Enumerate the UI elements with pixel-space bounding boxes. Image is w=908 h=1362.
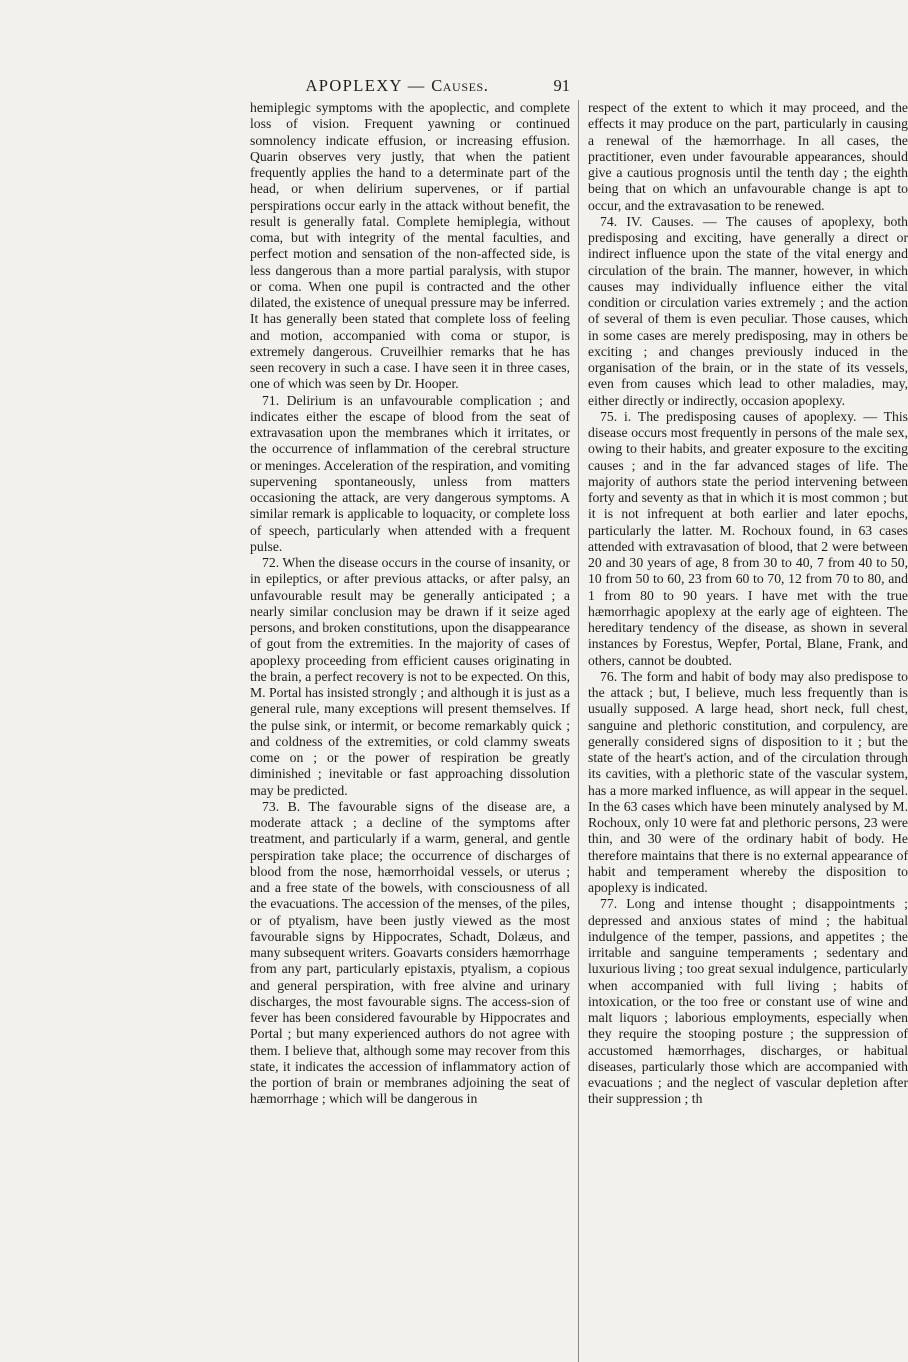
header-separator: —	[402, 76, 432, 95]
left-column	[250, 100, 570, 1108]
running-header	[250, 76, 544, 96]
paragraph: 77. Long and intense thought ; disappointments ; depressed and anxious states of mind ; the habitual indulgence of the temper, passions, and appetites ; the irritable and sanguine temperaments ; sedentary and luxurious living ; too great sexual indulgence, particularly when accompanied with full living ; habits of intoxication, or the too free or constant use of wine and malt liquors ; laborious employments, especially when they require the stooping posture ; the suppression of accustomed hæmorrhages, discharges, or habitual diseases, particularly those which are accompanied with evacuations ; and the neglect of vascular depletion after their suppression ; th	[588, 896, 908, 1107]
page-number: 91	[553, 76, 570, 95]
header-title: APOPLEXY	[305, 76, 403, 95]
header-section: Causes.	[431, 76, 489, 95]
paragraph: 71. Delirium is an unfavourable complication ; and indicates either the escape of blood from the seat of extravasation upon the membranes which it irritates, or the occurrence of inflammation of the cerebral structure or meninges. Acceleration of the respiration, and vomiting supervening spontaneously, unless from matters occasioning the attack, are very dangerous symptoms. A similar remark is applicable to loquacity, or complete loss of speech, particularly when attended with a frequent pulse.	[250, 392, 570, 554]
column-divider	[578, 100, 579, 1362]
paragraph: 74. IV. Causes. — The causes of apoplexy, both predisposing and exciting, have generally a direct or indirect influence upon the state of the vital energy and circulation of the brain. The manner, however, in which causes may individually influence either the vital condition or circulation varies extremely ; and the action of several of them is even peculiar. Those causes, which in some cases are merely predisposing, may in others be exciting ; and changes previously induced in the organisation of the brain, or in the state of its vessels, even from causes which lead to other maladies, may, either directly or indirectly, occasion apoplexy.	[588, 213, 908, 408]
right-column	[588, 100, 908, 1108]
paragraph: hemiplegic symptoms with the apoplectic, and complete loss of vision. Frequent yawning or continued somnolency indicate effusion, or increasing effusion. Quarin observes very justly, that when the patient frequently applies the hand to a determinate part of the head, or when delirium supervenes, or if partial perspirations occur early in the attack without benefit, the result is generally fatal. Complete hemiplegia, without coma, but with integrity of the mental faculties, and perfect motion and sensation of the non-affected side, is less dangerous than a more partial paralysis, with stupor or coma. When one pupil is contracted and the other dilated, the existence of unequal pressure may be inferred. It has generally been stated that complete loss of feeling and motion, accompanied with coma or stupor, is extremely dangerous. Cruveilhier remarks that he has seen recovery in such a case. I have seen it in three cases, one of which was seen by Dr. Hooper.	[250, 100, 570, 392]
paragraph: respect of the extent to which it may proceed, and the effects it may produce on the part, particularly in causing a renewal of the hæmorrhage. In all cases, the practitioner, even under favourable appearances, should give a cautious prognosis until the tenth day ; the eighth being that on which an unfavourable change is apt to occur, and the extravasation to be renewed.	[588, 100, 908, 213]
paragraph: 76. The form and habit of body may also predispose to the attack ; but, I believe, much less frequently than is usually supposed. A large head, short neck, full chest, sanguine and plethoric constitution, and corpulency, are generally considered signs of disposition to it ; but the state of the heart's action, and of the circulation through its cavities, with a plethoric state of the vascular system, has a more marked influence, as will appear in the sequel. In the 63 cases which have been minutely analysed by M. Rochoux, only 10 were fat and plethoric persons, 23 were thin, and 30 were of the ordinary habit of body. He therefore maintains that there is no external appearance of habit and temperament whereby the disposition to apoplexy is indicated.	[588, 668, 908, 895]
paragraph: 75. i. The predisposing causes of apoplexy. — This disease occurs most frequently in persons of the male sex, owing to their habits, and greater exposure to the exciting causes ; and in the far advanced stages of life. The majority of authors state the period intervening between forty and seventy as that in which it is most common ; but it is not infrequent at both earlier and later epochs, particularly the latter. M. Rochoux found, in 63 cases attended with extravasation of blood, that 2 were between 20 and 30 years of age, 8 from 30 to 40, 7 from 40 to 50, 10 from 50 to 60, 23 from 60 to 70, 12 from 70 to 80, and 1 from 80 to 90 years. I have met with the true hæmorrhagic apoplexy at the early age of eighteen. The hereditary tendency of the disease, as shown in several instances by Forestus, Wepfer, Portal, Blane, Frank, and others, cannot be doubted.	[588, 408, 908, 668]
paragraph: 73. B. The favourable signs of the disease are, a moderate attack ; a decline of the symptoms after treatment, and particularly if a warm, general, and gentle perspiration take place; the occurrence of discharges of blood from the nose, hæmorrhoidal vessels, or uterus ; and a free state of the bowels, with consciousness of all the evacuations. The accession of the menses, of the piles, or of ptyalism, have been justly viewed as the most favourable signs by Hippocrates, Schadt, Dolæus, and many subsequent writers. Goavarts considers hæmorrhage from any part, particularly epistaxis, ptyalism, a copious and general perspiration, with free alvine and urinary discharges, the most favourable signs. The access-sion of fever has been considered favourable by Hippocrates and Portal ; but many experienced authors do not agree with them. I believe that, although some may recover from this state, it indicates the accession of inflammatory action of the portion of brain or membranes adjoining the seat of hæmorrhage ; which will be dangerous in	[250, 798, 570, 1107]
paragraph: 72. When the disease occurs in the course of insanity, or in epileptics, or after previous attacks, or after palsy, an unfavourable result may be generally anticipated ; a nearly similar conclusion may be drawn if it seize aged persons, and broken constitutions, upon the disappearance of gout from the extremities. In the majority of cases of apoplexy proceeding from efficient causes originating in the brain, a perfect recovery is not to be expected. On this, M. Portal has insisted strongly ; and although it is just as a general rule, many exceptions will present themselves. If the pulse sink, or intermit, or become remarkably quick ; and coldness of the extremities, or cold clammy sweats come on ; or the power of respiration be greatly diminished ; inevitable or fast approaching dissolution may be predicted.	[250, 555, 571, 798]
